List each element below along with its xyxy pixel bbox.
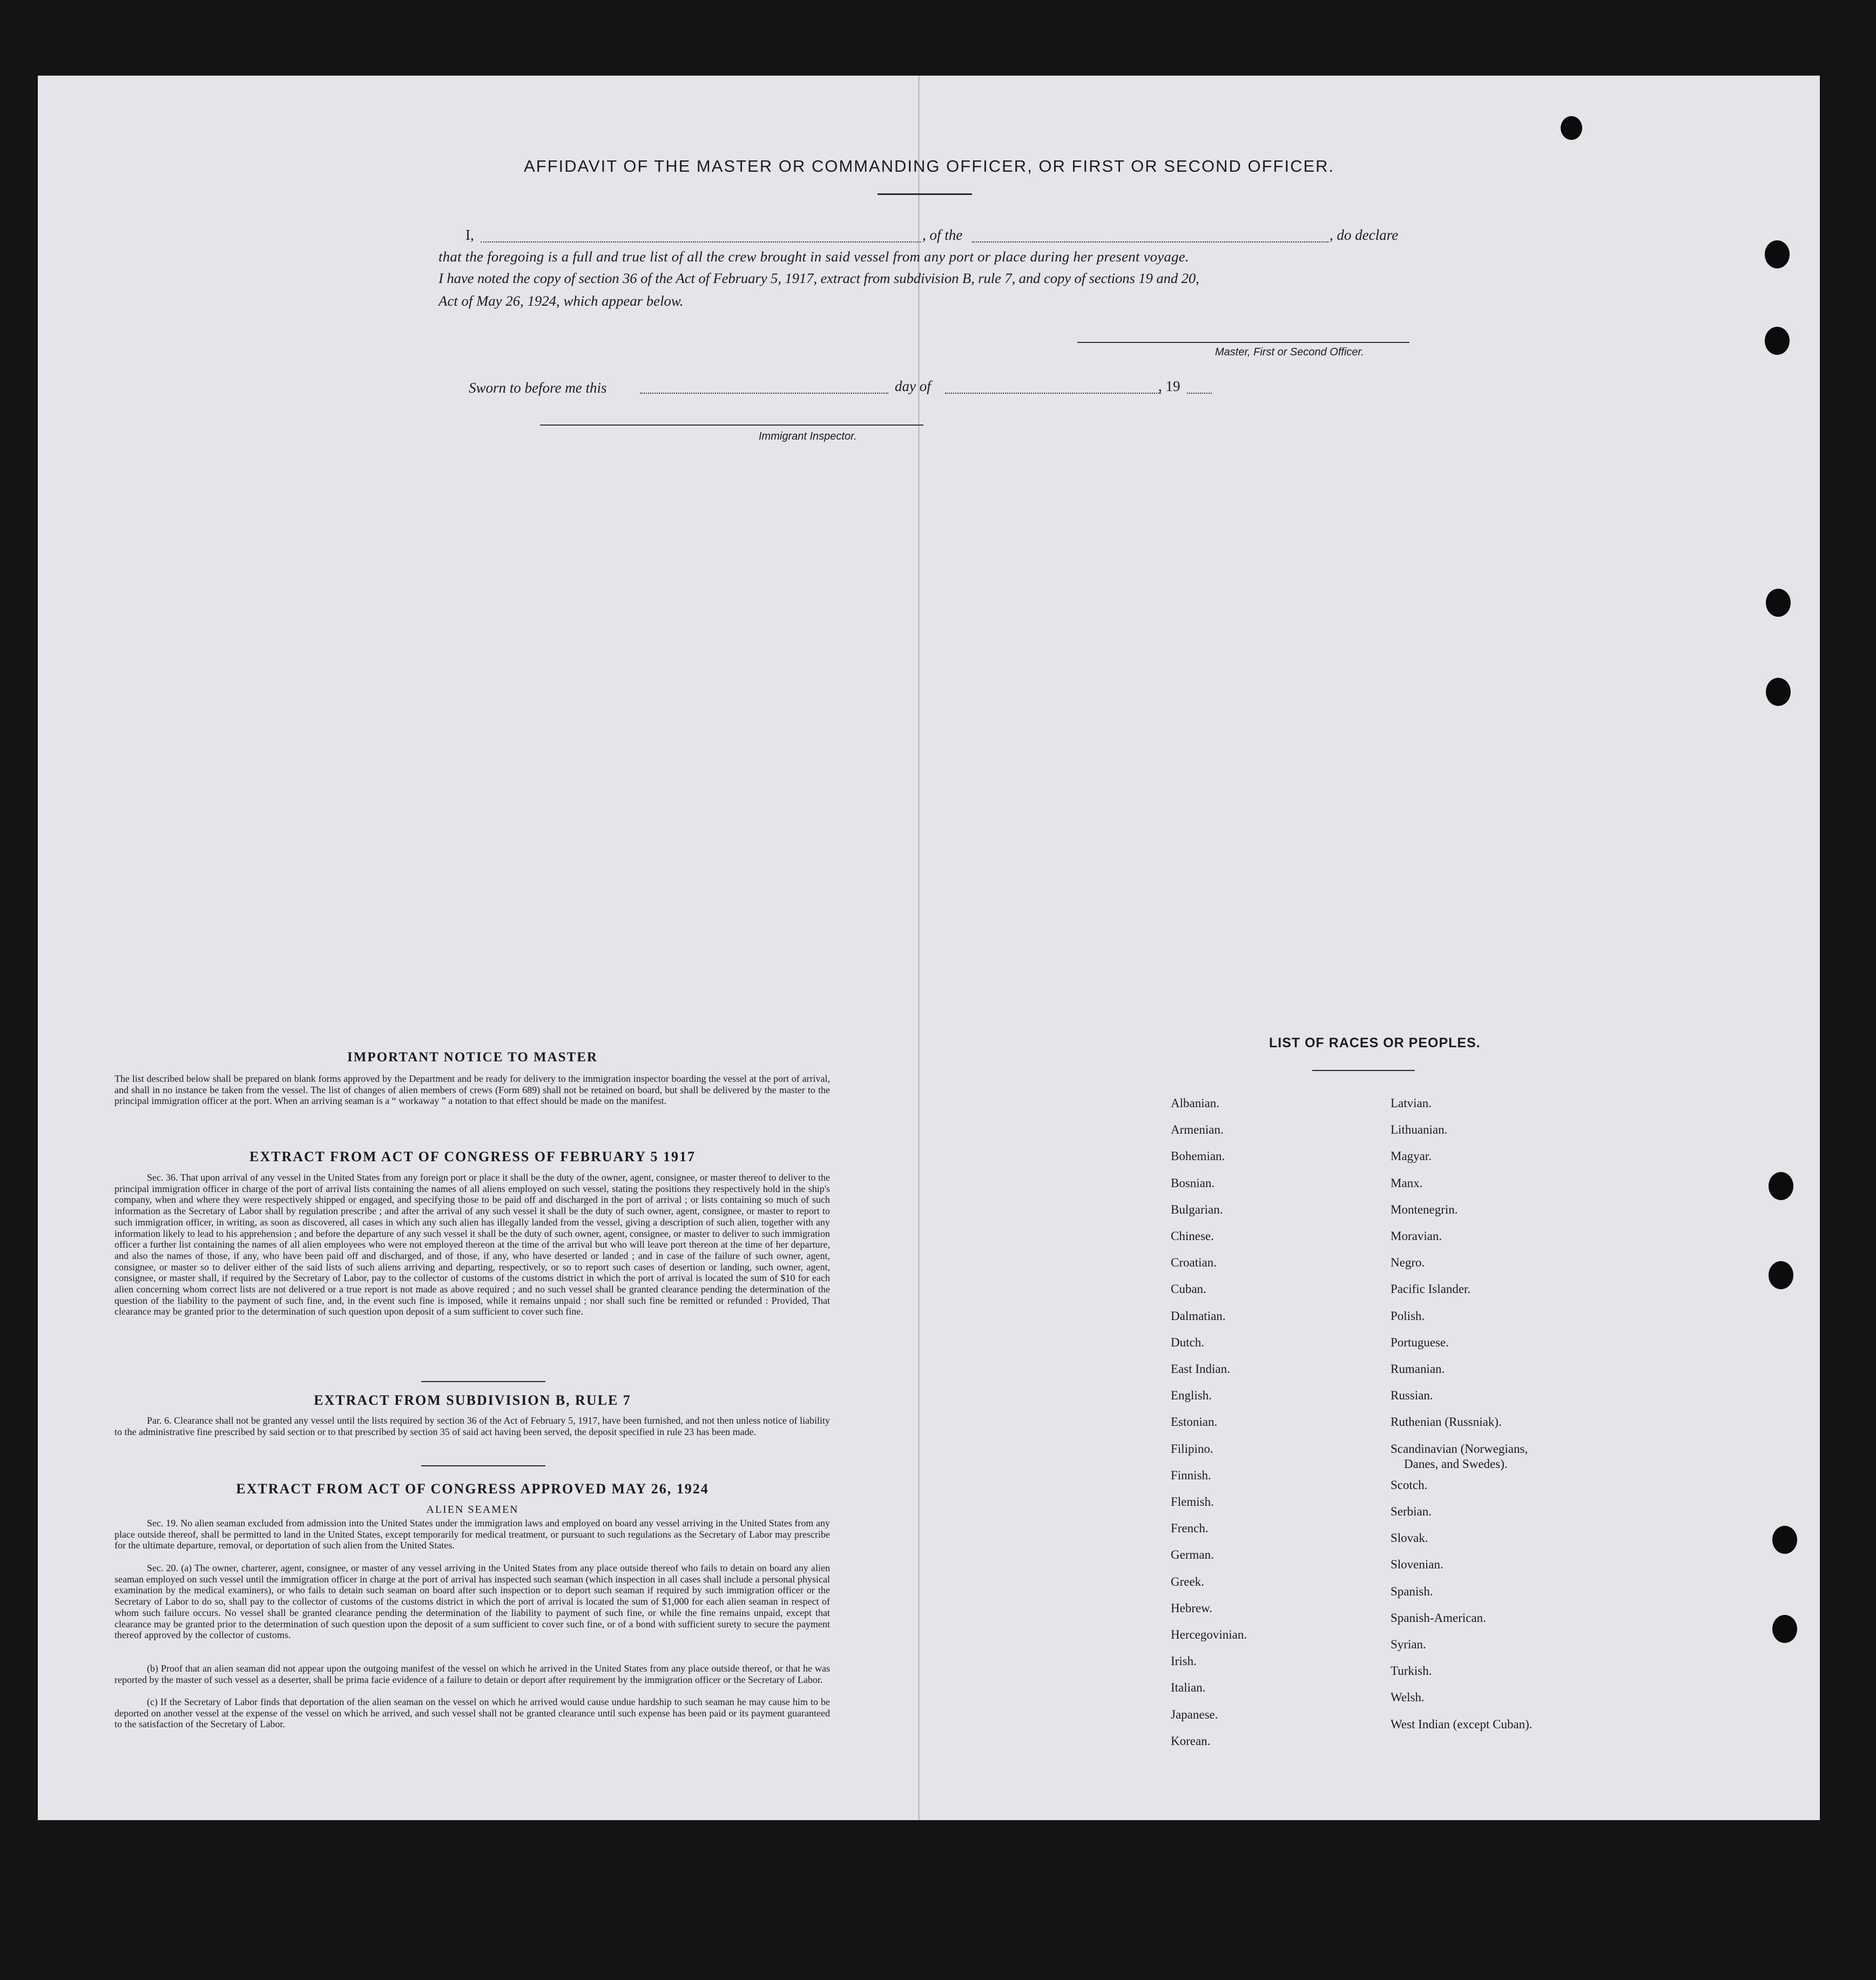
master-caption: Master, First or Second Officer. bbox=[1215, 346, 1365, 358]
race-item: West Indian (except Cuban). bbox=[1391, 1717, 1533, 1731]
sworn-day-field[interactable] bbox=[640, 393, 888, 394]
punch-hole bbox=[1766, 589, 1791, 617]
vessel-name-field[interactable] bbox=[972, 241, 1328, 243]
race-item: Greek. bbox=[1171, 1574, 1204, 1588]
race-item: Hercegovinian. bbox=[1171, 1628, 1247, 1641]
race-item: East Indian. bbox=[1171, 1362, 1230, 1376]
race-item: Syrian. bbox=[1391, 1638, 1426, 1651]
form-page bbox=[38, 76, 1820, 1820]
race-item: Spanish-American. bbox=[1391, 1611, 1486, 1625]
sworn-month-field[interactable] bbox=[945, 393, 1161, 394]
sec-20b-text: (b) Proof that an alien seaman did not appear upon the outgoing manifest of the vessel on which he arrived in the United States from any place outside thereof, or that he was reported by the master of such vessel as a deserter, shall be prima facie evidence of a failure to detain or deport after requirement by the immigration officer or the Secretary of Labor. bbox=[114, 1663, 830, 1685]
race-item: Dalmatian. bbox=[1171, 1309, 1226, 1323]
race-item: Italian. bbox=[1171, 1681, 1206, 1695]
race-item: Armenian. bbox=[1171, 1123, 1224, 1137]
year-label: , 19 bbox=[1158, 378, 1180, 394]
inspector-caption: Immigrant Inspector. bbox=[759, 430, 857, 442]
race-item: German. bbox=[1171, 1548, 1214, 1562]
sec-19-text: Sec. 19. No alien seaman excluded from admission into the United States under the immigration laws and employed on board any vessel arriving in the United States from any place outside thereof, shall be permitted to land in the United States, except temporarily for medical treatment, or pursuant to such regulations as the Secretary of Labor may prescribe for the ultimate departure, removal, or deportation of such alien from the United States. bbox=[114, 1518, 830, 1551]
race-item: Montenegrin. bbox=[1391, 1202, 1458, 1216]
race-item: Hebrew. bbox=[1171, 1601, 1213, 1615]
race-item: Flemish. bbox=[1171, 1495, 1214, 1508]
race-item: Finnish. bbox=[1171, 1468, 1211, 1482]
race-item: Moravian. bbox=[1391, 1229, 1442, 1243]
affidavit-line-3: I have noted the copy of section 36 of the Act of February 5, 1917, extract from subdivision B, rule 7, and copy of sections 19 and 20, bbox=[438, 270, 1199, 286]
punch-hole bbox=[1769, 1261, 1793, 1289]
race-item: Scotch. bbox=[1391, 1478, 1428, 1492]
race-item: Dutch. bbox=[1171, 1335, 1204, 1349]
notice-heading: IMPORTANT NOTICE TO MASTER bbox=[347, 1050, 598, 1065]
punch-hole bbox=[1765, 327, 1790, 355]
declarant-label: I, bbox=[465, 227, 474, 243]
race-item: Danes, and Swedes). bbox=[1404, 1457, 1508, 1471]
sworn-label: Sworn to before me this bbox=[469, 380, 607, 396]
race-item: Latvian. bbox=[1391, 1096, 1432, 1110]
sworn-year-field[interactable] bbox=[1187, 393, 1212, 394]
race-item: Filipino. bbox=[1171, 1442, 1213, 1456]
alien-seamen-subheading: ALIEN SEAMEN bbox=[426, 1504, 519, 1516]
race-item: Japanese. bbox=[1171, 1707, 1218, 1721]
divider bbox=[1312, 1070, 1415, 1071]
race-item: Manx. bbox=[1391, 1176, 1423, 1190]
races-heading: LIST OF RACES OR PEOPLES. bbox=[1269, 1035, 1481, 1050]
notice-text: The list described below shall be prepared on blank forms approved by the Department and be ready for delivery to the immigration inspector boarding the vessel at the port of arrival, and shall in no instance be taken from the vessel. The list of changes of alien members of crews (Form 689) shall not be retained on board, but shall be delivered by the master to the principal immigration officer at the port. When an arriving seaman is a “ workaway ” a notation to that effect should be made on the manifest. bbox=[114, 1073, 830, 1107]
race-item: Russian. bbox=[1391, 1389, 1433, 1403]
punch-hole bbox=[1772, 1615, 1797, 1643]
race-item: Portuguese. bbox=[1391, 1335, 1449, 1349]
punch-hole bbox=[1772, 1526, 1797, 1554]
race-item: Chinese. bbox=[1171, 1229, 1214, 1243]
race-item: Bohemian. bbox=[1171, 1149, 1225, 1163]
extract-1917-heading: EXTRACT FROM ACT OF CONGRESS OF FEBRUARY 5 1917 bbox=[249, 1149, 696, 1164]
punch-hole bbox=[1561, 116, 1582, 140]
affidavit-line-2: that the foregoing is a full and true list of all the crew brought in said vessel from any port or place during her present voyage. bbox=[438, 248, 1189, 265]
race-item: Scandinavian (Norwegians, bbox=[1391, 1442, 1528, 1456]
race-item: Lithuanian. bbox=[1391, 1123, 1448, 1137]
inspector-signature-line[interactable] bbox=[540, 425, 923, 426]
race-item: Korean. bbox=[1171, 1734, 1211, 1748]
page-fold bbox=[918, 76, 920, 1820]
affidavit-heading: AFFIDAVIT OF THE MASTER OR COMMANDING OFFICER, OR FIRST OR SECOND OFFICER. bbox=[524, 157, 1335, 176]
declare-text: , do declare bbox=[1330, 227, 1399, 243]
vessel-label: , of the bbox=[922, 227, 963, 243]
race-item: Cuban. bbox=[1171, 1282, 1206, 1296]
sec-20c-text: (c) If the Secretary of Labor finds that deportation of the alien seaman on the vessel on which he arrived would cause undue hardship to such seaman he may cause him to be deported on another vessel at the expense of the vessel on which he arrived, and such vessel shall not be granted clearance until such expense has been paid or its payment guaranteed to the satisfaction of the Secretary of Labor. bbox=[114, 1696, 830, 1730]
race-item: Turkish. bbox=[1391, 1664, 1432, 1678]
punch-hole bbox=[1765, 240, 1790, 268]
race-item: Estonian. bbox=[1171, 1415, 1218, 1429]
race-item: Bulgarian. bbox=[1171, 1202, 1223, 1216]
punch-hole bbox=[1766, 678, 1791, 706]
race-item: Ruthenian (Russniak). bbox=[1391, 1415, 1502, 1429]
race-item: Polish. bbox=[1391, 1309, 1425, 1323]
race-item: Croatian. bbox=[1171, 1256, 1217, 1270]
declarant-name-field[interactable] bbox=[481, 241, 921, 243]
race-item: Slovak. bbox=[1391, 1531, 1428, 1545]
race-item: Negro. bbox=[1391, 1256, 1425, 1270]
master-signature-line[interactable] bbox=[1077, 342, 1409, 343]
affidavit-line-4: Act of May 26, 1924, which appear below. bbox=[438, 293, 684, 309]
race-item: Bosnian. bbox=[1171, 1176, 1215, 1190]
heading-rule bbox=[878, 193, 972, 195]
extract-1917-text: Sec. 36. That upon arrival of any vessel in the United States from any foreign port or place it shall be the duty of the owner, agent, consignee, or master thereof to deliver to the principal immigration officer in charge of the port of arrival lists containing the names of all aliens employed on such vessel, stating the positions they respectively hold in the ship's company, when and where they were respectively shipped or engaged, and specifying those to be paid off and discharged in the port of arrival ; or lists containing so much of such information as the Secretary of Labor shall by regulation prescribe ; and after the arrival of any such vessel it shall be the duty of such owner, agent, consignee, or master to report to such immigration officer, in writing, as soon as discovered, all cases in which any such alien has illegally landed from the vessel, giving a description of such alien, together with any information likely to lead to his apprehension ; and before the departure of any such vessel it shall be the duty of such owner, agent, consignee, or master to deliver to such immigration officer a further list containing the names of all alien employees who were not employed thereon at the time of the arrival but who will leave port thereon at the time of her departure, and also the names of those, if any, who have been paid off and discharged, and of those, if any, who have deserted or landed ; and in case of the failure of such owner, agent, consignee, or master so to deliver either of the said lists of such aliens arriving and departing, respectively, or so to report such cases of desertion or landing, such owner, agent, consignee, or master shall, if required by the Secretary of Labor, pay to the collector of customs of the customs district in which the port of arrival is located the sum of $10 for each alien concerning whom correct lists are not delivered or a true report is not made as above required ; and no such vessel shall be granted clearance pending the determination of the question of the liability to the payment of such fine, and, in the event such fine is imposed, while it remains unpaid ; nor shall such fine be remitted or refunded : Provided, That clearance may be granted prior to the determination of such question upon deposit of a sum sufficient to cover such fine. bbox=[114, 1172, 830, 1317]
race-item: Irish. bbox=[1171, 1654, 1197, 1668]
race-item: Magyar. bbox=[1391, 1149, 1432, 1163]
divider bbox=[421, 1381, 545, 1382]
race-item: Welsh. bbox=[1391, 1691, 1425, 1705]
race-item: Spanish. bbox=[1391, 1584, 1433, 1598]
day-of-label: day of bbox=[895, 378, 931, 394]
race-item: French. bbox=[1171, 1521, 1209, 1535]
race-item: English. bbox=[1171, 1389, 1212, 1403]
divider bbox=[421, 1465, 545, 1466]
race-item: Pacific Islander. bbox=[1391, 1282, 1471, 1296]
sec-20a-text: Sec. 20. (a) The owner, charterer, agent, consignee, or master of any vessel arriving in the United States from any place outside thereof who fails to detain on board any alien seaman employed on such vessel until the immigration officer in charge at the port of arrival has inspected such seaman (which inspection in all cases shall include a personal physical examination by the medical examiners), or who fails to detain such seaman on board after such inspection or to deport such seaman if required by such immigration officer or the Secretary of Labor to do so, shall pay to the collector of customs of the customs district in which the port of arrival is located the sum of $1,000 for each alien seaman in respect of whom such failure occurs. No vessel shall be granted clearance pending the determination of the liability to payment of such fine, or while the fine remains unpaid, except that clearance may be granted prior to the determination of such question upon the deposit of a sum sufficient to cover such fine, or of a bond with sufficient surety to secure the payment thereof approved by the collector of customs. bbox=[114, 1563, 830, 1641]
race-item: Albanian. bbox=[1171, 1096, 1220, 1110]
race-item: Rumanian. bbox=[1391, 1362, 1445, 1376]
race-item: Serbian. bbox=[1391, 1505, 1432, 1518]
extract-1924-heading: EXTRACT FROM ACT OF CONGRESS APPROVED MAY 26, 1924 bbox=[236, 1481, 709, 1497]
extract-rule7-heading: EXTRACT FROM SUBDIVISION B, RULE 7 bbox=[314, 1392, 631, 1408]
extract-rule7-text: Par. 6. Clearance shall not be granted any vessel until the lists required by section 36 of the Act of February 5, 1917, have been furnished, and not then unless notice of liability to the administrative fine prescribed by said section or to that prescribed by section 35 of said act having been served, the deposit specified in rule 23 has been made. bbox=[114, 1415, 830, 1437]
race-item: Slovenian. bbox=[1391, 1558, 1443, 1572]
punch-hole bbox=[1769, 1172, 1793, 1200]
